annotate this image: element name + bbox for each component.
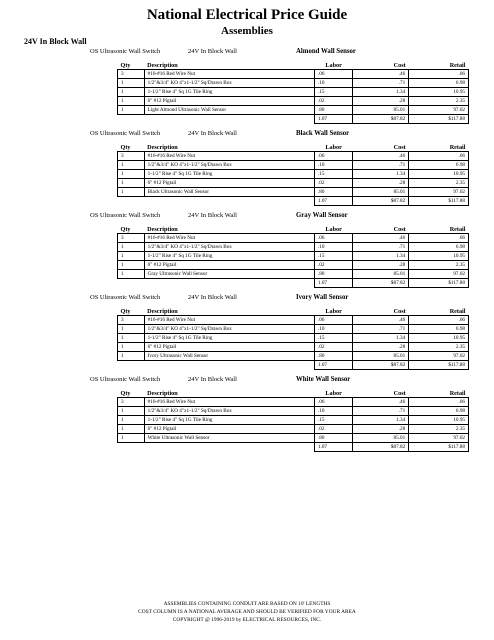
- cell-qty: 1: [118, 79, 145, 88]
- assembly-name: Almond Wall Sensor: [296, 48, 356, 55]
- total-cost: $87.82: [353, 197, 409, 206]
- column-header-labor: Labor: [325, 144, 342, 151]
- page-subtitle: Assemblies: [221, 25, 273, 37]
- cell-labor: .80: [314, 270, 352, 279]
- assembly-table: [117, 222, 469, 288]
- cell-desc: 1/2"&3/4" KO 4"x1-1/2" Sq/Drawn Box: [144, 79, 314, 88]
- cell-qty: 1: [118, 106, 145, 115]
- cell-desc: 1-1/2" Rise 4" Sq 1G Tile Ring: [144, 416, 314, 425]
- assembly-location: 24V In Block Wall: [188, 294, 237, 301]
- cell-retail: 2.35: [409, 179, 469, 188]
- table-row: [118, 79, 469, 88]
- table-header-row: [118, 304, 469, 316]
- cell-cost: .46: [353, 234, 409, 243]
- column-header-cost: Cost: [393, 308, 406, 315]
- total-cost: $87.82: [353, 279, 409, 288]
- cell-qty: 3: [118, 398, 145, 407]
- cell-desc: 1-1/2" Rise 4" Sq 1G Tile Ring: [144, 252, 314, 261]
- cell-labor: .10: [314, 79, 352, 88]
- cell-qty: 1: [118, 261, 145, 270]
- cell-qty: 1: [118, 407, 145, 416]
- cell-desc: 1/2"&3/4" KO 4"x1-1/2" Sq/Drawn Box: [144, 243, 314, 252]
- assembly-category: OS Ultrasonic Wall Switch: [90, 212, 161, 219]
- cell-labor: .10: [314, 325, 352, 334]
- cell-desc: Light Almond Ultrasonic Wall Sensor: [144, 106, 314, 115]
- table-row: [118, 434, 469, 443]
- cell-labor: .80: [314, 106, 352, 115]
- cell-cost: .71: [353, 325, 409, 334]
- cell-retail: .66: [409, 152, 469, 161]
- cell-qty: 1: [118, 325, 145, 334]
- cell-qty: 1: [118, 179, 145, 188]
- cell-cost: .71: [353, 79, 409, 88]
- cell-qty: 1: [118, 425, 145, 434]
- cell-labor: .80: [314, 434, 352, 443]
- cell-labor: .15: [314, 88, 352, 97]
- table-row: [118, 261, 469, 270]
- cell-cost: 85.01: [353, 106, 409, 115]
- column-header-cost: Cost: [393, 390, 406, 397]
- cell-labor: .06: [314, 152, 352, 161]
- cell-retail: 2.35: [409, 97, 469, 106]
- cell-cost: .28: [353, 97, 409, 106]
- cell-qty: 1: [118, 334, 145, 343]
- cell-cost: 1.34: [353, 252, 409, 261]
- total-labor: 1.07: [314, 279, 352, 288]
- cell-qty: 3: [118, 70, 145, 79]
- table-row: [118, 106, 469, 115]
- total-retail: $117.88: [409, 361, 469, 370]
- column-header-retail: Retail: [449, 308, 466, 315]
- column-header-labor: Labor: [325, 62, 342, 69]
- column-header-cost: Cost: [393, 144, 406, 151]
- column-header-description: Description: [147, 308, 178, 315]
- totals-row: [118, 443, 469, 452]
- table-row: [118, 188, 469, 197]
- totals-spacer: [144, 279, 314, 288]
- cell-retail: 10.95: [409, 334, 469, 343]
- cell-retail: 2.35: [409, 425, 469, 434]
- cell-labor: .15: [314, 170, 352, 179]
- totals-spacer: [144, 197, 314, 206]
- cell-labor: .15: [314, 416, 352, 425]
- cell-cost: 1.34: [353, 170, 409, 179]
- total-retail: $117.88: [409, 115, 469, 124]
- cell-retail: .66: [409, 398, 469, 407]
- cell-retail: 97.02: [409, 434, 469, 443]
- cell-labor: .15: [314, 334, 352, 343]
- column-header-qty: Qty: [120, 308, 131, 315]
- cell-cost: 85.01: [353, 434, 409, 443]
- footer-copyright: COPYRIGHT @ 1996-2019 by ELECTRICAL RESOURCES, INC.: [172, 617, 322, 623]
- assembly-location: 24V In Block Wall: [188, 130, 237, 137]
- column-header-description: Description: [147, 226, 178, 233]
- table-row: [118, 352, 469, 361]
- cell-retail: 6.98: [409, 243, 469, 252]
- cell-desc: #16-#16 Red Wire Nut: [144, 70, 314, 79]
- cell-cost: .28: [353, 425, 409, 434]
- cell-labor: .06: [314, 398, 352, 407]
- cell-desc: 1/2"&3/4" KO 4"x1-1/2" Sq/Drawn Box: [144, 161, 314, 170]
- cell-cost: 85.01: [353, 188, 409, 197]
- cell-cost: .46: [353, 152, 409, 161]
- column-header-description: Description: [147, 62, 178, 69]
- assembly-block: [90, 128, 470, 206]
- assembly-table: [117, 304, 469, 370]
- cell-labor: .80: [314, 352, 352, 361]
- cell-cost: 85.01: [353, 352, 409, 361]
- cell-retail: 97.02: [409, 188, 469, 197]
- total-cost: $87.82: [353, 443, 409, 452]
- table-row: [118, 152, 469, 161]
- column-header-qty: Qty: [120, 226, 131, 233]
- cell-qty: 3: [118, 152, 145, 161]
- table-row: [118, 270, 469, 279]
- table-row: [118, 325, 469, 334]
- totals-row: [118, 197, 469, 206]
- table-row: [118, 425, 469, 434]
- table-row: [118, 334, 469, 343]
- totals-spacer: [118, 115, 145, 124]
- cell-labor: .02: [314, 425, 352, 434]
- totals-spacer: [144, 361, 314, 370]
- column-header-cost: Cost: [393, 62, 406, 69]
- total-retail: $117.88: [409, 443, 469, 452]
- cell-desc: 6" #12 Pigtail: [144, 261, 314, 270]
- cell-cost: .28: [353, 343, 409, 352]
- cell-desc: #16-#16 Red Wire Nut: [144, 316, 314, 325]
- column-header-labor: Labor: [325, 226, 342, 233]
- cell-labor: .02: [314, 179, 352, 188]
- assembly-table: [117, 140, 469, 206]
- cell-cost: .28: [353, 179, 409, 188]
- cell-labor: .02: [314, 261, 352, 270]
- column-header-retail: Retail: [449, 62, 466, 69]
- column-header-labor: Labor: [325, 390, 342, 397]
- cell-qty: 1: [118, 170, 145, 179]
- assembly-header: [90, 292, 470, 304]
- assembly-block: [90, 292, 470, 370]
- table-row: [118, 407, 469, 416]
- column-header-description: Description: [147, 390, 178, 397]
- cell-cost: .71: [353, 243, 409, 252]
- cell-labor: .02: [314, 97, 352, 106]
- cell-labor: .06: [314, 234, 352, 243]
- table-row: [118, 88, 469, 97]
- cell-desc: Black Ultrasonic Wall Sensor: [144, 188, 314, 197]
- table-row: [118, 70, 469, 79]
- assembly-name: Black Wall Sensor: [296, 130, 350, 137]
- table-row: [118, 243, 469, 252]
- cell-desc: 1-1/2" Rise 4" Sq 1G Tile Ring: [144, 88, 314, 97]
- table-row: [118, 179, 469, 188]
- assembly-name: Gray Wall Sensor: [296, 212, 348, 219]
- footer: [0, 600, 494, 624]
- column-header-labor: Labor: [325, 308, 342, 315]
- page-title: National Electrical Price Guide: [146, 7, 348, 23]
- column-header-retail: Retail: [449, 144, 466, 151]
- cell-retail: 6.98: [409, 161, 469, 170]
- cell-desc: #16-#16 Red Wire Nut: [144, 398, 314, 407]
- assembly-table: [117, 58, 469, 124]
- assembly-category: OS Ultrasonic Wall Switch: [90, 376, 161, 383]
- cell-labor: .06: [314, 316, 352, 325]
- cell-desc: 6" #12 Pigtail: [144, 343, 314, 352]
- cell-cost: .28: [353, 261, 409, 270]
- cell-retail: .66: [409, 70, 469, 79]
- total-cost: $87.82: [353, 115, 409, 124]
- total-labor: 1.07: [314, 115, 352, 124]
- cell-retail: 6.98: [409, 325, 469, 334]
- assembly-location: 24V In Block Wall: [188, 212, 237, 219]
- assembly-location: 24V In Block Wall: [188, 48, 237, 55]
- cell-labor: .15: [314, 252, 352, 261]
- cell-desc: Gray Ultrasonic Wall Sensor: [144, 270, 314, 279]
- table-row: [118, 316, 469, 325]
- totals-row: [118, 115, 469, 124]
- totals-spacer: [118, 361, 145, 370]
- cell-qty: 1: [118, 252, 145, 261]
- cell-labor: .10: [314, 243, 352, 252]
- totals-row: [118, 279, 469, 288]
- cell-retail: .66: [409, 234, 469, 243]
- cell-labor: .06: [314, 70, 352, 79]
- column-header-qty: Qty: [120, 390, 131, 397]
- cell-qty: 1: [118, 243, 145, 252]
- cell-desc: 1-1/2" Rise 4" Sq 1G Tile Ring: [144, 334, 314, 343]
- cell-cost: 85.01: [353, 270, 409, 279]
- total-retail: $117.88: [409, 279, 469, 288]
- table-row: [118, 161, 469, 170]
- table-row: [118, 97, 469, 106]
- cell-retail: 97.02: [409, 270, 469, 279]
- cell-qty: 1: [118, 343, 145, 352]
- totals-spacer: [118, 443, 145, 452]
- cell-retail: 6.98: [409, 407, 469, 416]
- cell-cost: 1.34: [353, 416, 409, 425]
- assembly-category: OS Ultrasonic Wall Switch: [90, 130, 161, 137]
- cell-qty: 1: [118, 352, 145, 361]
- cell-desc: Ivory Ultrasonic Wall Sensor: [144, 352, 314, 361]
- table-header-row: [118, 386, 469, 398]
- table-row: [118, 343, 469, 352]
- cell-qty: 1: [118, 270, 145, 279]
- assembly-block: [90, 46, 470, 124]
- assembly-block: [90, 210, 470, 288]
- assembly-table: [117, 386, 469, 452]
- table-row: [118, 416, 469, 425]
- cell-desc: 6" #12 Pigtail: [144, 179, 314, 188]
- cell-desc: 1-1/2" Rise 4" Sq 1G Tile Ring: [144, 170, 314, 179]
- cell-desc: 1/2"&3/4" KO 4"x1-1/2" Sq/Drawn Box: [144, 407, 314, 416]
- cell-desc: White Ultrasonic Wall Sensor: [144, 434, 314, 443]
- table-header-row: [118, 140, 469, 152]
- assembly-category: OS Ultrasonic Wall Switch: [90, 294, 161, 301]
- totals-row: [118, 361, 469, 370]
- cell-cost: 1.34: [353, 334, 409, 343]
- total-labor: 1.07: [314, 443, 352, 452]
- totals-spacer: [144, 115, 314, 124]
- column-header-cost: Cost: [393, 226, 406, 233]
- total-retail: $117.88: [409, 197, 469, 206]
- cell-retail: 2.35: [409, 261, 469, 270]
- cell-cost: .46: [353, 316, 409, 325]
- column-header-qty: Qty: [120, 144, 131, 151]
- assembly-name: Ivory Wall Sensor: [296, 294, 349, 301]
- cell-cost: .71: [353, 161, 409, 170]
- cell-retail: 97.02: [409, 352, 469, 361]
- cell-desc: #16-#16 Red Wire Nut: [144, 152, 314, 161]
- cell-retail: 97.02: [409, 106, 469, 115]
- table-row: [118, 170, 469, 179]
- table-row: [118, 234, 469, 243]
- column-header-retail: Retail: [449, 226, 466, 233]
- assembly-category: OS Ultrasonic Wall Switch: [90, 48, 161, 55]
- table-row: [118, 252, 469, 261]
- cell-qty: 1: [118, 416, 145, 425]
- cell-desc: 6" #12 Pigtail: [144, 97, 314, 106]
- column-header-description: Description: [147, 144, 178, 151]
- assembly-header: [90, 128, 470, 140]
- cell-desc: #16-#16 Red Wire Nut: [144, 234, 314, 243]
- cell-qty: 1: [118, 434, 145, 443]
- cell-retail: .66: [409, 316, 469, 325]
- assembly-header: [90, 210, 470, 222]
- footer-note-conduit: ASSEMBLIES CONTAINING CONDUIT ARE BASED ON 10' LENGTHS: [163, 601, 331, 607]
- table-header-row: [118, 222, 469, 234]
- cell-desc: 1/2"&3/4" KO 4"x1-1/2" Sq/Drawn Box: [144, 325, 314, 334]
- totals-spacer: [144, 443, 314, 452]
- cell-cost: 1.34: [353, 88, 409, 97]
- total-cost: $87.82: [353, 361, 409, 370]
- assembly-name: White Wall Sensor: [296, 376, 351, 383]
- cell-qty: 3: [118, 316, 145, 325]
- column-header-qty: Qty: [120, 62, 131, 69]
- cell-labor: .02: [314, 343, 352, 352]
- section-heading: 24V In Block Wall: [24, 37, 87, 46]
- cell-cost: .46: [353, 70, 409, 79]
- table-row: [118, 398, 469, 407]
- cell-qty: 3: [118, 234, 145, 243]
- assembly-header: [90, 374, 470, 386]
- table-header-row: [118, 58, 469, 70]
- column-header-retail: Retail: [449, 390, 466, 397]
- cell-qty: 1: [118, 188, 145, 197]
- cell-retail: 10.95: [409, 170, 469, 179]
- totals-spacer: [118, 197, 145, 206]
- cell-cost: .46: [353, 398, 409, 407]
- cell-retail: 10.95: [409, 416, 469, 425]
- cell-desc: 6" #12 Pigtail: [144, 425, 314, 434]
- cell-labor: .80: [314, 188, 352, 197]
- cell-labor: .10: [314, 161, 352, 170]
- cell-qty: 1: [118, 97, 145, 106]
- total-labor: 1.07: [314, 361, 352, 370]
- cell-qty: 1: [118, 161, 145, 170]
- assembly-header: [90, 46, 470, 58]
- footer-note-cost: COST COLUMN IS A NATIONAL AVERAGE AND SHOULD BE VERIFIED FOR YOUR AREA: [138, 609, 356, 615]
- assembly-location: 24V In Block Wall: [188, 376, 237, 383]
- cell-labor: .10: [314, 407, 352, 416]
- total-labor: 1.07: [314, 197, 352, 206]
- cell-cost: .71: [353, 407, 409, 416]
- cell-retail: 6.98: [409, 79, 469, 88]
- cell-retail: 2.35: [409, 343, 469, 352]
- cell-qty: 1: [118, 88, 145, 97]
- cell-retail: 10.95: [409, 252, 469, 261]
- assembly-block: [90, 374, 470, 452]
- totals-spacer: [118, 279, 145, 288]
- cell-retail: 10.95: [409, 88, 469, 97]
